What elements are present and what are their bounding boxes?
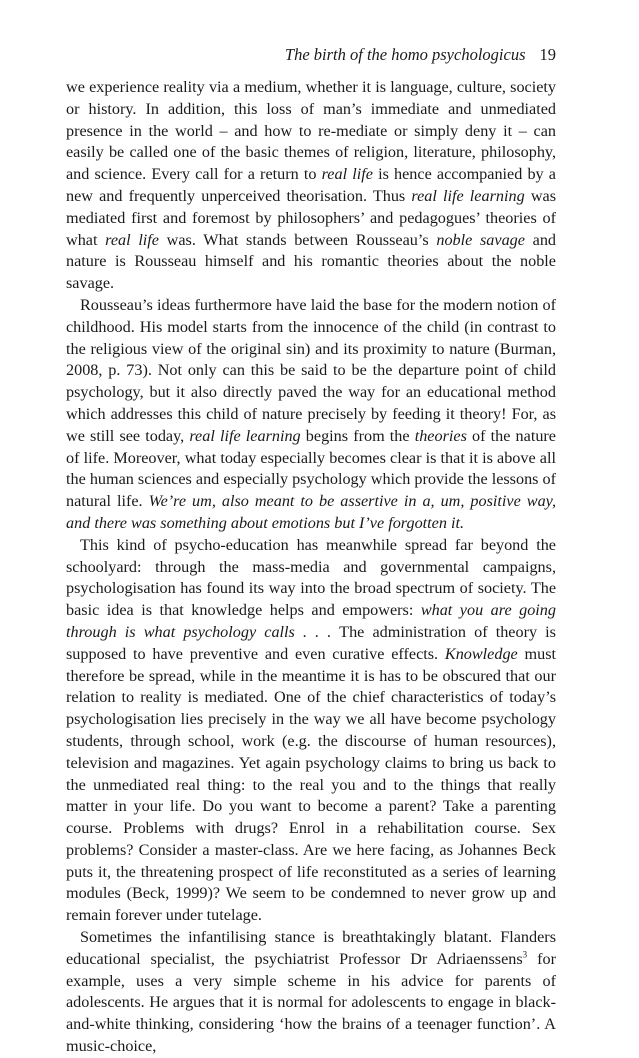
text-run: Rousseau’s ideas furthermore have laid the base for the modern notion of childhood. His model starts from the innocence of the child (in contrast to the religious view of the original sin) and its proximity to nature (Burman, 2008, p. 73). Not only can this be said to be the departure point of child psychology, but it also directly paved the way for an educational method which addresses this child of nature precisely by feeding it theory! For, as we still see today, <box>66 295 556 445</box>
text-run: was mediated first and foremost by philosophers’ and pedagogues’ theories of what <box>66 186 556 249</box>
text-run: must therefore be spread, while in the meantime it is has to be obscured that our relation to reality is mediated. One of the chief characteristics of today’s psychologisation lies precisely in the way we all have become psychology students, through school, work (e.g. the discourse of human resources), television and magazines. Yet again psychology claims to bring us back to the unmediated real thing: to the real you and to the things that really matter in your life. Do you want to become a parent? Take a parenting course. Problems with drugs? Enrol in a rehabilitation course. Sex problems? Consider a master-class. Are we here facing, as Johannes Beck puts it, the threatening prospect of life reconstituted as a series of learning modules (Beck, 1999)? We seem to be condemned to never grow up and remain forever under tutelage. <box>66 644 556 925</box>
paragraph-4 <box>66 927 556 1058</box>
emphasis: noble savage <box>436 230 525 249</box>
text-run: we experience reality via a medium, whether it is language, culture, society or history. In addition, this loss of man’s immediate and unmediated presence in the world – and how to re-mediate or simply deny it – can easily be called one of the basic themes of religion, literature, philosophy, and science. Every call for a return to <box>66 78 556 184</box>
emphasis: real life <box>105 230 159 249</box>
emphasis: real life <box>321 165 373 184</box>
text-run: is hence accompanied by a new and frequently unperceived theorisation. Thus <box>66 165 556 205</box>
page-number: 19 <box>539 45 556 64</box>
paragraph-1 <box>66 77 556 295</box>
text-run: of the nature of life. Moreover, what today especially becomes clear is that it is above all the human sciences and especially psychology which provide the lessons of natural life. <box>66 426 556 511</box>
quoted-speech: We’re um, also meant to be assertive in a, um, positive way, and there was something about emotions but I’ve forgotten it. <box>66 492 556 532</box>
footnote-marker[interactable]: 3 <box>522 949 528 960</box>
text-run: and nature is Rousseau himself and his romantic theories about the noble savage. <box>66 230 557 293</box>
emphasis: theories <box>414 426 467 445</box>
text-run: was. What stands between Rousseau’s <box>159 230 437 249</box>
book-page <box>66 44 556 1058</box>
running-title: The birth of the homo psychologicus <box>284 45 526 64</box>
text-run: Sometimes the infantilising stance is breathtakingly blatant. Flanders educational specialist, the psychiatrist Professor Dr Adriaenssens <box>66 928 556 968</box>
text-run: begins from the <box>300 426 415 445</box>
text-run: The administration of theory is supposed to have preventive and even curative effects. <box>66 622 556 663</box>
emphasis: Knowledge <box>444 644 518 663</box>
paragraph-3 <box>66 535 556 927</box>
running-header <box>66 44 556 66</box>
text-run: for example, uses a very simple scheme in his advice for parents of adolescents. He argues that it is normal for adolescents to engage in black-and-white thinking, considering ‘how the brains of a teenager function’. A music-choice, <box>66 949 556 1056</box>
paragraph-2 <box>66 295 556 535</box>
emphasis: real life learning <box>189 426 301 445</box>
emphasis: what you are going through is what psychology calls . . . <box>66 601 556 641</box>
text-run: This kind of psycho-education has meanwhile spread far beyond the schoolyard: through the mass-media and governmental campaigns, psychologisation has found its way into the broad spectrum of society. The basic idea is that knowledge helps and empowers: <box>66 535 556 620</box>
emphasis: real life learning <box>411 186 525 205</box>
